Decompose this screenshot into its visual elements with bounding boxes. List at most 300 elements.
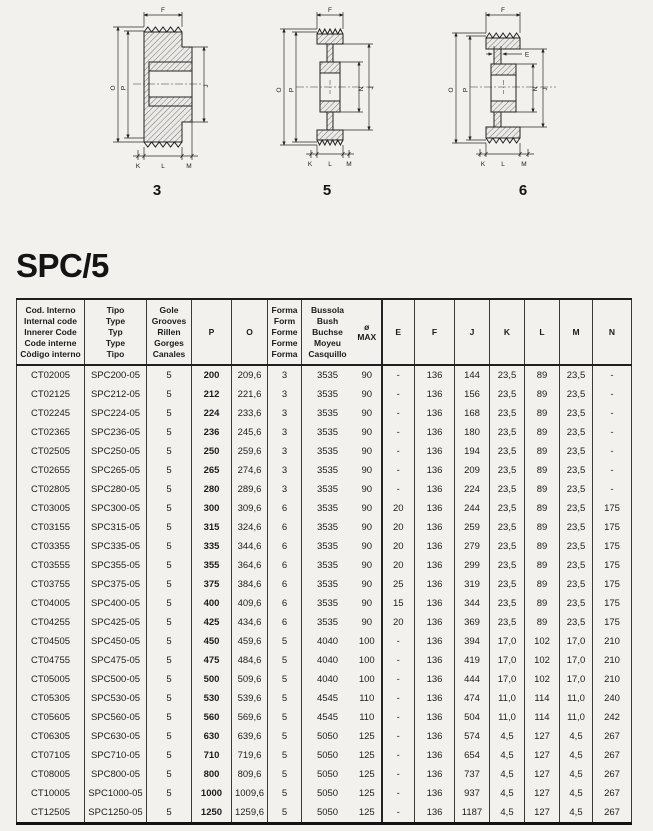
cell: CT02655 bbox=[30, 465, 71, 476]
dim-e-label: E bbox=[524, 51, 530, 59]
cell: - bbox=[382, 404, 415, 423]
cell-bush-dmax bbox=[302, 442, 382, 461]
col-header-form: Forma Form Forme Forme Forma bbox=[268, 299, 302, 365]
cell: CT04255 bbox=[30, 617, 71, 628]
cell: 335 bbox=[192, 537, 232, 556]
dmax-value: 100 bbox=[358, 674, 375, 685]
table-row bbox=[17, 461, 632, 480]
cell: 136 bbox=[415, 385, 455, 404]
drawing-form-5 bbox=[270, 2, 400, 174]
cell: 5 bbox=[147, 784, 192, 803]
cell: 23,5 bbox=[560, 365, 593, 385]
cell: 344 bbox=[455, 594, 490, 613]
table-row bbox=[17, 727, 632, 746]
cell: CT04005 bbox=[30, 598, 71, 609]
cell: 4,5 bbox=[490, 784, 525, 803]
cell: 504 bbox=[455, 708, 490, 727]
col-header-type: Tipo Type Typ Type Tipo bbox=[85, 299, 147, 365]
cell: 20 bbox=[382, 518, 415, 537]
cell: 5 bbox=[268, 670, 302, 689]
col-header-grooves: Gole Grooves Rillen Gorges Canales bbox=[147, 299, 192, 365]
cell-bush-dmax bbox=[302, 670, 382, 689]
groove-profile-bottom bbox=[486, 138, 520, 143]
cell: 23,5 bbox=[560, 442, 593, 461]
cell: 136 bbox=[415, 765, 455, 784]
cell: 175 bbox=[593, 537, 632, 556]
cell: CT02805 bbox=[30, 484, 71, 495]
bush-value: 4040 bbox=[316, 674, 339, 685]
cell: 259 bbox=[455, 518, 490, 537]
cell: 20 bbox=[382, 499, 415, 518]
cell: 719,6 bbox=[232, 746, 268, 765]
cell: CT02005 bbox=[30, 370, 71, 381]
cell-bush-dmax bbox=[302, 765, 382, 784]
cell: SPC630-05 bbox=[85, 727, 147, 746]
cell: - bbox=[593, 385, 632, 404]
cell: 244 bbox=[455, 499, 490, 518]
cell: 4,5 bbox=[560, 746, 593, 765]
cell: - bbox=[593, 423, 632, 442]
cell: 5 bbox=[268, 746, 302, 765]
table-row bbox=[17, 385, 632, 404]
cell: 299 bbox=[455, 556, 490, 575]
table-row bbox=[17, 575, 632, 594]
cell: 5 bbox=[268, 708, 302, 727]
groove-profile-top bbox=[144, 27, 182, 32]
cell: CT02245 bbox=[30, 408, 71, 419]
cell: 4,5 bbox=[560, 784, 593, 803]
spec-table bbox=[16, 298, 632, 825]
table-row bbox=[17, 365, 632, 385]
bush-value: 5050 bbox=[316, 769, 339, 780]
groove-profile-bottom bbox=[144, 142, 182, 147]
cell: 425 bbox=[192, 613, 232, 632]
cell: CT04505 bbox=[30, 636, 71, 647]
cell: 23,5 bbox=[490, 442, 525, 461]
cell: 175 bbox=[593, 594, 632, 613]
cell: 4,5 bbox=[560, 727, 593, 746]
cell: 136 bbox=[415, 442, 455, 461]
cell: 315 bbox=[192, 518, 232, 537]
cell: 484,6 bbox=[232, 651, 268, 670]
groove-profile-bottom bbox=[317, 140, 343, 145]
cell: 175 bbox=[593, 575, 632, 594]
cell: 233,6 bbox=[232, 404, 268, 423]
cell: 136 bbox=[415, 670, 455, 689]
cell: CT07105 bbox=[30, 750, 71, 761]
bush-value: 5050 bbox=[316, 750, 339, 761]
dmax-value: 90 bbox=[361, 617, 373, 628]
cell: 5 bbox=[268, 689, 302, 708]
cell: 175 bbox=[593, 556, 632, 575]
bush-value: 3535 bbox=[316, 484, 339, 495]
cell: 15 bbox=[382, 594, 415, 613]
cell-bush-dmax bbox=[302, 365, 382, 385]
cell: 11,0 bbox=[560, 689, 593, 708]
cell: 5 bbox=[147, 442, 192, 461]
cell: 224 bbox=[192, 404, 232, 423]
col-header-j: J bbox=[455, 299, 490, 365]
cell: 224 bbox=[455, 480, 490, 499]
cell: 136 bbox=[415, 632, 455, 651]
cell: 210 bbox=[593, 670, 632, 689]
cell: 5 bbox=[147, 803, 192, 824]
cell: 5 bbox=[147, 556, 192, 575]
cell: 136 bbox=[415, 556, 455, 575]
cell: 175 bbox=[593, 499, 632, 518]
cell: 5 bbox=[147, 613, 192, 632]
dim-j-label: J bbox=[203, 84, 210, 88]
cell: 274,6 bbox=[232, 461, 268, 480]
cell: 5 bbox=[147, 365, 192, 385]
bush-value: 3535 bbox=[316, 522, 339, 533]
col-header-internal-code: Cod. Interno Internal code Innerer Code Code interne Còdigo interno bbox=[17, 299, 85, 365]
cell: 5 bbox=[147, 746, 192, 765]
cell: 355 bbox=[192, 556, 232, 575]
cell: 17,0 bbox=[560, 632, 593, 651]
cell: 3 bbox=[268, 385, 302, 404]
cell: 4,5 bbox=[490, 765, 525, 784]
cell: - bbox=[382, 385, 415, 404]
col-header-e: E bbox=[382, 299, 415, 365]
cell: 17,0 bbox=[490, 632, 525, 651]
cell: 114 bbox=[525, 708, 560, 727]
cell: 6 bbox=[268, 537, 302, 556]
dmax-value: 90 bbox=[361, 427, 373, 438]
cell: 267 bbox=[593, 784, 632, 803]
col-header-l: L bbox=[525, 299, 560, 365]
table-row bbox=[17, 803, 632, 824]
cell: CT04755 bbox=[30, 655, 71, 666]
cell: SPC315-05 bbox=[85, 518, 147, 537]
dim-f-label: F bbox=[161, 7, 165, 14]
cell-bush-dmax bbox=[302, 613, 382, 632]
cell: 530 bbox=[192, 689, 232, 708]
dmax-value: 90 bbox=[361, 579, 373, 590]
dim-p-label: P bbox=[120, 85, 128, 91]
cell: 136 bbox=[415, 689, 455, 708]
dmax-value: 90 bbox=[361, 560, 373, 571]
col-header-k: K bbox=[490, 299, 525, 365]
cell: 136 bbox=[415, 480, 455, 499]
cell: CT02505 bbox=[30, 446, 71, 457]
cell-bush-dmax bbox=[302, 708, 382, 727]
cell: CT06305 bbox=[30, 731, 71, 742]
cell: - bbox=[382, 670, 415, 689]
cell: 23,5 bbox=[490, 594, 525, 613]
cell: 800 bbox=[192, 765, 232, 784]
cell: 1187 bbox=[455, 803, 490, 824]
cell: 136 bbox=[415, 746, 455, 765]
cell: - bbox=[382, 727, 415, 746]
cell: 23,5 bbox=[490, 461, 525, 480]
cell: 737 bbox=[455, 765, 490, 784]
table-row bbox=[17, 499, 632, 518]
cell: 89 bbox=[525, 518, 560, 537]
dim-o-label: O bbox=[276, 87, 283, 93]
cell: 5 bbox=[147, 575, 192, 594]
cell: SPC375-05 bbox=[85, 575, 147, 594]
cell: 175 bbox=[593, 613, 632, 632]
dim-o-label: O bbox=[448, 87, 455, 93]
groove-profile-top bbox=[486, 33, 520, 38]
cell: 144 bbox=[455, 365, 490, 385]
cell: 369 bbox=[455, 613, 490, 632]
cell: 23,5 bbox=[490, 365, 525, 385]
cell: 23,5 bbox=[490, 385, 525, 404]
cell: 3 bbox=[268, 461, 302, 480]
cell: 23,5 bbox=[560, 404, 593, 423]
cell: CT08005 bbox=[30, 769, 71, 780]
dmax-value: 110 bbox=[359, 693, 375, 704]
col-header-bush-and-diameter-max bbox=[302, 299, 382, 365]
cell: 434,6 bbox=[232, 613, 268, 632]
table-row bbox=[17, 746, 632, 765]
cell: SPC236-05 bbox=[85, 423, 147, 442]
cell: 23,5 bbox=[490, 537, 525, 556]
cell: 5 bbox=[147, 499, 192, 518]
cell: 89 bbox=[525, 365, 560, 385]
bush-value: 3535 bbox=[316, 503, 339, 514]
cell: 5 bbox=[268, 803, 302, 824]
col-header-f: F bbox=[415, 299, 455, 365]
cell: 209 bbox=[455, 461, 490, 480]
cell: 136 bbox=[415, 365, 455, 385]
cell-bush-dmax bbox=[302, 594, 382, 613]
dmax-value: 125 bbox=[358, 788, 375, 799]
cell: 25 bbox=[382, 575, 415, 594]
cell: 280 bbox=[192, 480, 232, 499]
dim-k-label: K bbox=[480, 161, 486, 168]
dmax-value: 110 bbox=[359, 712, 375, 723]
cell-bush-dmax bbox=[302, 803, 382, 824]
cell: 180 bbox=[455, 423, 490, 442]
cell: 23,5 bbox=[560, 480, 593, 499]
table-row bbox=[17, 613, 632, 632]
cell: 459,6 bbox=[232, 632, 268, 651]
cell-bush-dmax bbox=[302, 518, 382, 537]
drawing-form-3 bbox=[105, 2, 265, 174]
cell: - bbox=[382, 708, 415, 727]
table-row bbox=[17, 689, 632, 708]
cell-bush-dmax bbox=[302, 385, 382, 404]
cell: 136 bbox=[415, 404, 455, 423]
cell-bush-dmax bbox=[302, 746, 382, 765]
cell: 20 bbox=[382, 613, 415, 632]
max-label: MAX bbox=[357, 332, 377, 342]
cell: 89 bbox=[525, 404, 560, 423]
cell: SPC1250-05 bbox=[85, 803, 147, 824]
cell: 409,6 bbox=[232, 594, 268, 613]
cell: SPC800-05 bbox=[85, 765, 147, 784]
cell: 23,5 bbox=[490, 556, 525, 575]
dmax-value: 90 bbox=[361, 465, 373, 476]
col-header-p: P bbox=[192, 299, 232, 365]
cell: 419 bbox=[455, 651, 490, 670]
cell: 17,0 bbox=[560, 670, 593, 689]
cell: 168 bbox=[455, 404, 490, 423]
dmax-value: 100 bbox=[358, 655, 375, 666]
cell: 136 bbox=[415, 423, 455, 442]
table-row bbox=[17, 404, 632, 423]
cell: 639,6 bbox=[232, 727, 268, 746]
cell: 574 bbox=[455, 727, 490, 746]
cell: 136 bbox=[415, 784, 455, 803]
cell: 5 bbox=[147, 423, 192, 442]
dim-p-label: P bbox=[462, 87, 470, 93]
cell: 5 bbox=[147, 480, 192, 499]
cell: 102 bbox=[525, 632, 560, 651]
cell: 509,6 bbox=[232, 670, 268, 689]
groove-profile-top bbox=[317, 29, 343, 34]
col-header-diameter-max bbox=[353, 322, 380, 342]
cell: 1259,6 bbox=[232, 803, 268, 824]
cell: SPC425-05 bbox=[85, 613, 147, 632]
table-row bbox=[17, 480, 632, 499]
header-row bbox=[17, 299, 632, 365]
dim-n-label: N bbox=[532, 86, 539, 92]
cell: 127 bbox=[525, 784, 560, 803]
cell-bush-dmax bbox=[302, 423, 382, 442]
cell: 364,6 bbox=[232, 556, 268, 575]
dim-l-label: L bbox=[501, 161, 505, 168]
cell: 89 bbox=[525, 613, 560, 632]
cell: 23,5 bbox=[560, 499, 593, 518]
cell: - bbox=[593, 461, 632, 480]
cell: 309,6 bbox=[232, 499, 268, 518]
cell: SPC560-05 bbox=[85, 708, 147, 727]
cell: 23,5 bbox=[490, 423, 525, 442]
cell: 23,5 bbox=[560, 613, 593, 632]
cell: SPC265-05 bbox=[85, 461, 147, 480]
cell: 136 bbox=[415, 461, 455, 480]
cell: 300 bbox=[192, 499, 232, 518]
cell: - bbox=[593, 442, 632, 461]
page-title: SPC/5 bbox=[16, 247, 109, 284]
cell: 136 bbox=[415, 727, 455, 746]
cell: - bbox=[382, 651, 415, 670]
cell: 259,6 bbox=[232, 442, 268, 461]
cell: SPC200-05 bbox=[85, 365, 147, 385]
cell: 267 bbox=[593, 803, 632, 824]
cell-bush-dmax bbox=[302, 537, 382, 556]
cell: 23,5 bbox=[490, 404, 525, 423]
cell: 5 bbox=[147, 708, 192, 727]
cell: SPC212-05 bbox=[85, 385, 147, 404]
cell: - bbox=[382, 632, 415, 651]
cell: 710 bbox=[192, 746, 232, 765]
dmax-value: 90 bbox=[361, 446, 373, 457]
bush-value: 3535 bbox=[316, 427, 339, 438]
cell: 114 bbox=[525, 689, 560, 708]
dmax-value: 90 bbox=[361, 598, 373, 609]
cell: 809,6 bbox=[232, 765, 268, 784]
dmax-value: 90 bbox=[361, 503, 373, 514]
cell: 5 bbox=[147, 404, 192, 423]
cell: CT10005 bbox=[30, 788, 71, 799]
dmax-value: 125 bbox=[358, 731, 375, 742]
cell: 5 bbox=[147, 537, 192, 556]
cell: 560 bbox=[192, 708, 232, 727]
cell: 3 bbox=[268, 442, 302, 461]
dim-j-label: J bbox=[368, 86, 375, 90]
cell: 127 bbox=[525, 765, 560, 784]
cell: 102 bbox=[525, 670, 560, 689]
cell: 136 bbox=[415, 537, 455, 556]
dmax-value: 100 bbox=[358, 636, 375, 647]
dim-k-label: K bbox=[307, 161, 313, 168]
dmax-value: 125 bbox=[358, 750, 375, 761]
cell-bush-dmax bbox=[302, 689, 382, 708]
cell: - bbox=[382, 442, 415, 461]
cell: 394 bbox=[455, 632, 490, 651]
cell: 210 bbox=[593, 651, 632, 670]
pulley-section-form3 bbox=[144, 27, 192, 147]
bush-value: 5050 bbox=[316, 731, 339, 742]
table-row bbox=[17, 708, 632, 727]
cell: 89 bbox=[525, 537, 560, 556]
cell: 23,5 bbox=[560, 594, 593, 613]
table-row bbox=[17, 594, 632, 613]
cell: 136 bbox=[415, 651, 455, 670]
bush-value: 3535 bbox=[316, 541, 339, 552]
cell: SPC530-05 bbox=[85, 689, 147, 708]
cell: 127 bbox=[525, 727, 560, 746]
dmax-value: 90 bbox=[361, 408, 373, 419]
cell: 23,5 bbox=[490, 575, 525, 594]
dmax-value: 90 bbox=[361, 370, 373, 381]
cell: 245,6 bbox=[232, 423, 268, 442]
pulley-section-form6 bbox=[486, 33, 520, 143]
cell: 127 bbox=[525, 803, 560, 824]
bush-value: 4040 bbox=[316, 655, 339, 666]
bush-value: 4545 bbox=[316, 693, 339, 704]
col-header-bush: Bussola Bush Buchse Moyeu Casquillo bbox=[308, 304, 347, 359]
cell: - bbox=[382, 461, 415, 480]
cell: 89 bbox=[525, 556, 560, 575]
cell: 23,5 bbox=[560, 518, 593, 537]
cell: - bbox=[593, 404, 632, 423]
cell: 539,6 bbox=[232, 689, 268, 708]
dim-j-label: J bbox=[542, 87, 549, 91]
dim-l-label: L bbox=[328, 161, 332, 168]
cell: 1000 bbox=[192, 784, 232, 803]
col-header-n: N bbox=[593, 299, 632, 365]
dim-o-label: O bbox=[110, 85, 117, 91]
cell: 1250 bbox=[192, 803, 232, 824]
cell: SPC710-05 bbox=[85, 746, 147, 765]
table-row bbox=[17, 632, 632, 651]
cell: 384,6 bbox=[232, 575, 268, 594]
cell: 267 bbox=[593, 746, 632, 765]
dim-k-label: K bbox=[135, 163, 141, 170]
cell: CT02125 bbox=[30, 389, 71, 400]
col-header-o: O bbox=[232, 299, 268, 365]
cell: 212 bbox=[192, 385, 232, 404]
table-row bbox=[17, 537, 632, 556]
table-row bbox=[17, 423, 632, 442]
bush-value: 3535 bbox=[316, 617, 339, 628]
cell: 4,5 bbox=[490, 803, 525, 824]
cell: 3 bbox=[268, 404, 302, 423]
cell: 136 bbox=[415, 518, 455, 537]
cell: SPC1000-05 bbox=[85, 784, 147, 803]
bush-value: 3535 bbox=[316, 389, 339, 400]
form-number-6: 6 bbox=[518, 182, 528, 199]
cell: 4,5 bbox=[490, 746, 525, 765]
cell: 210 bbox=[593, 632, 632, 651]
cell: 23,5 bbox=[560, 556, 593, 575]
